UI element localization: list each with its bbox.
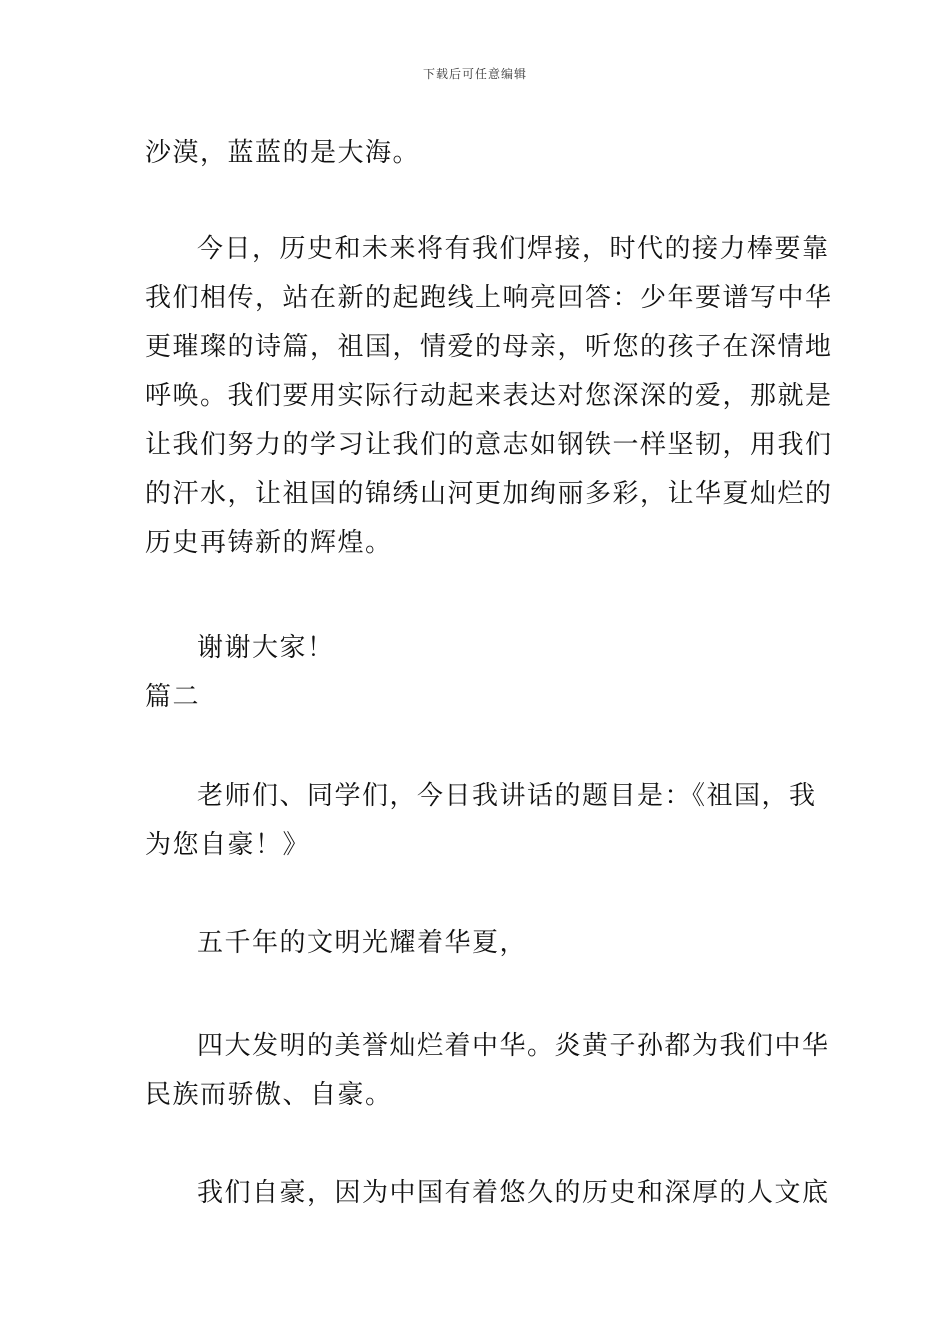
- paragraph-four-inventions: [145, 1022, 830, 1120]
- text-line: 四大发明的美誉灿烂着中华。炎黄子孙都为我们中华: [197, 1031, 830, 1061]
- text-line: 老师们、同学们，今日我讲话的题目是：《祖国，我: [197, 781, 817, 811]
- text-line: 我们自豪，因为中国有着悠久的历史和深厚的人文底: [197, 1178, 830, 1208]
- paragraph-speech-title: [145, 772, 817, 870]
- paragraph-civilization: [145, 919, 810, 968]
- text-line: 今日，历史和未来将有我们焊接，时代的接力棒要靠: [197, 234, 830, 264]
- paragraph-thanks: [145, 624, 810, 673]
- text-line: 呼唤。我们要用实际行动起来表达对您深深的爱，那就是: [145, 381, 833, 411]
- text-line: 谢谢大家！: [197, 633, 335, 663]
- text-line: 更璀璨的诗篇，祖国，情爱的母亲，听您的孩子在深情地: [145, 332, 833, 362]
- text-line: 历史再铸新的辉煌。: [145, 528, 393, 558]
- paragraph-proud-history: [145, 1169, 830, 1218]
- text-line: 沙漠，蓝蓝的是大海。: [145, 138, 421, 168]
- section-heading-part-two: [145, 673, 810, 722]
- paragraph-history-future: [145, 225, 833, 568]
- text-line: 为您自豪！》: [145, 830, 311, 860]
- text-line: 我们相传，站在新的起跑线上响亮回答：少年要谱写中华: [145, 283, 833, 313]
- text-line: 让我们努力的学习让我们的意志如钢铁一样坚韧，用我们: [145, 430, 833, 460]
- text-line: 民族而骄傲、自豪。: [145, 1080, 393, 1110]
- paragraph-desert-sea: [145, 129, 810, 178]
- text-line: 五千年的文明光耀着华夏，: [197, 928, 528, 958]
- page-header-note: 下载后可任意编辑: [422, 67, 527, 81]
- section-heading: 篇二: [145, 682, 201, 712]
- text-line: 的汗水，让祖国的锦绣山河更加绚丽多彩，让华夏灿烂的: [145, 479, 833, 509]
